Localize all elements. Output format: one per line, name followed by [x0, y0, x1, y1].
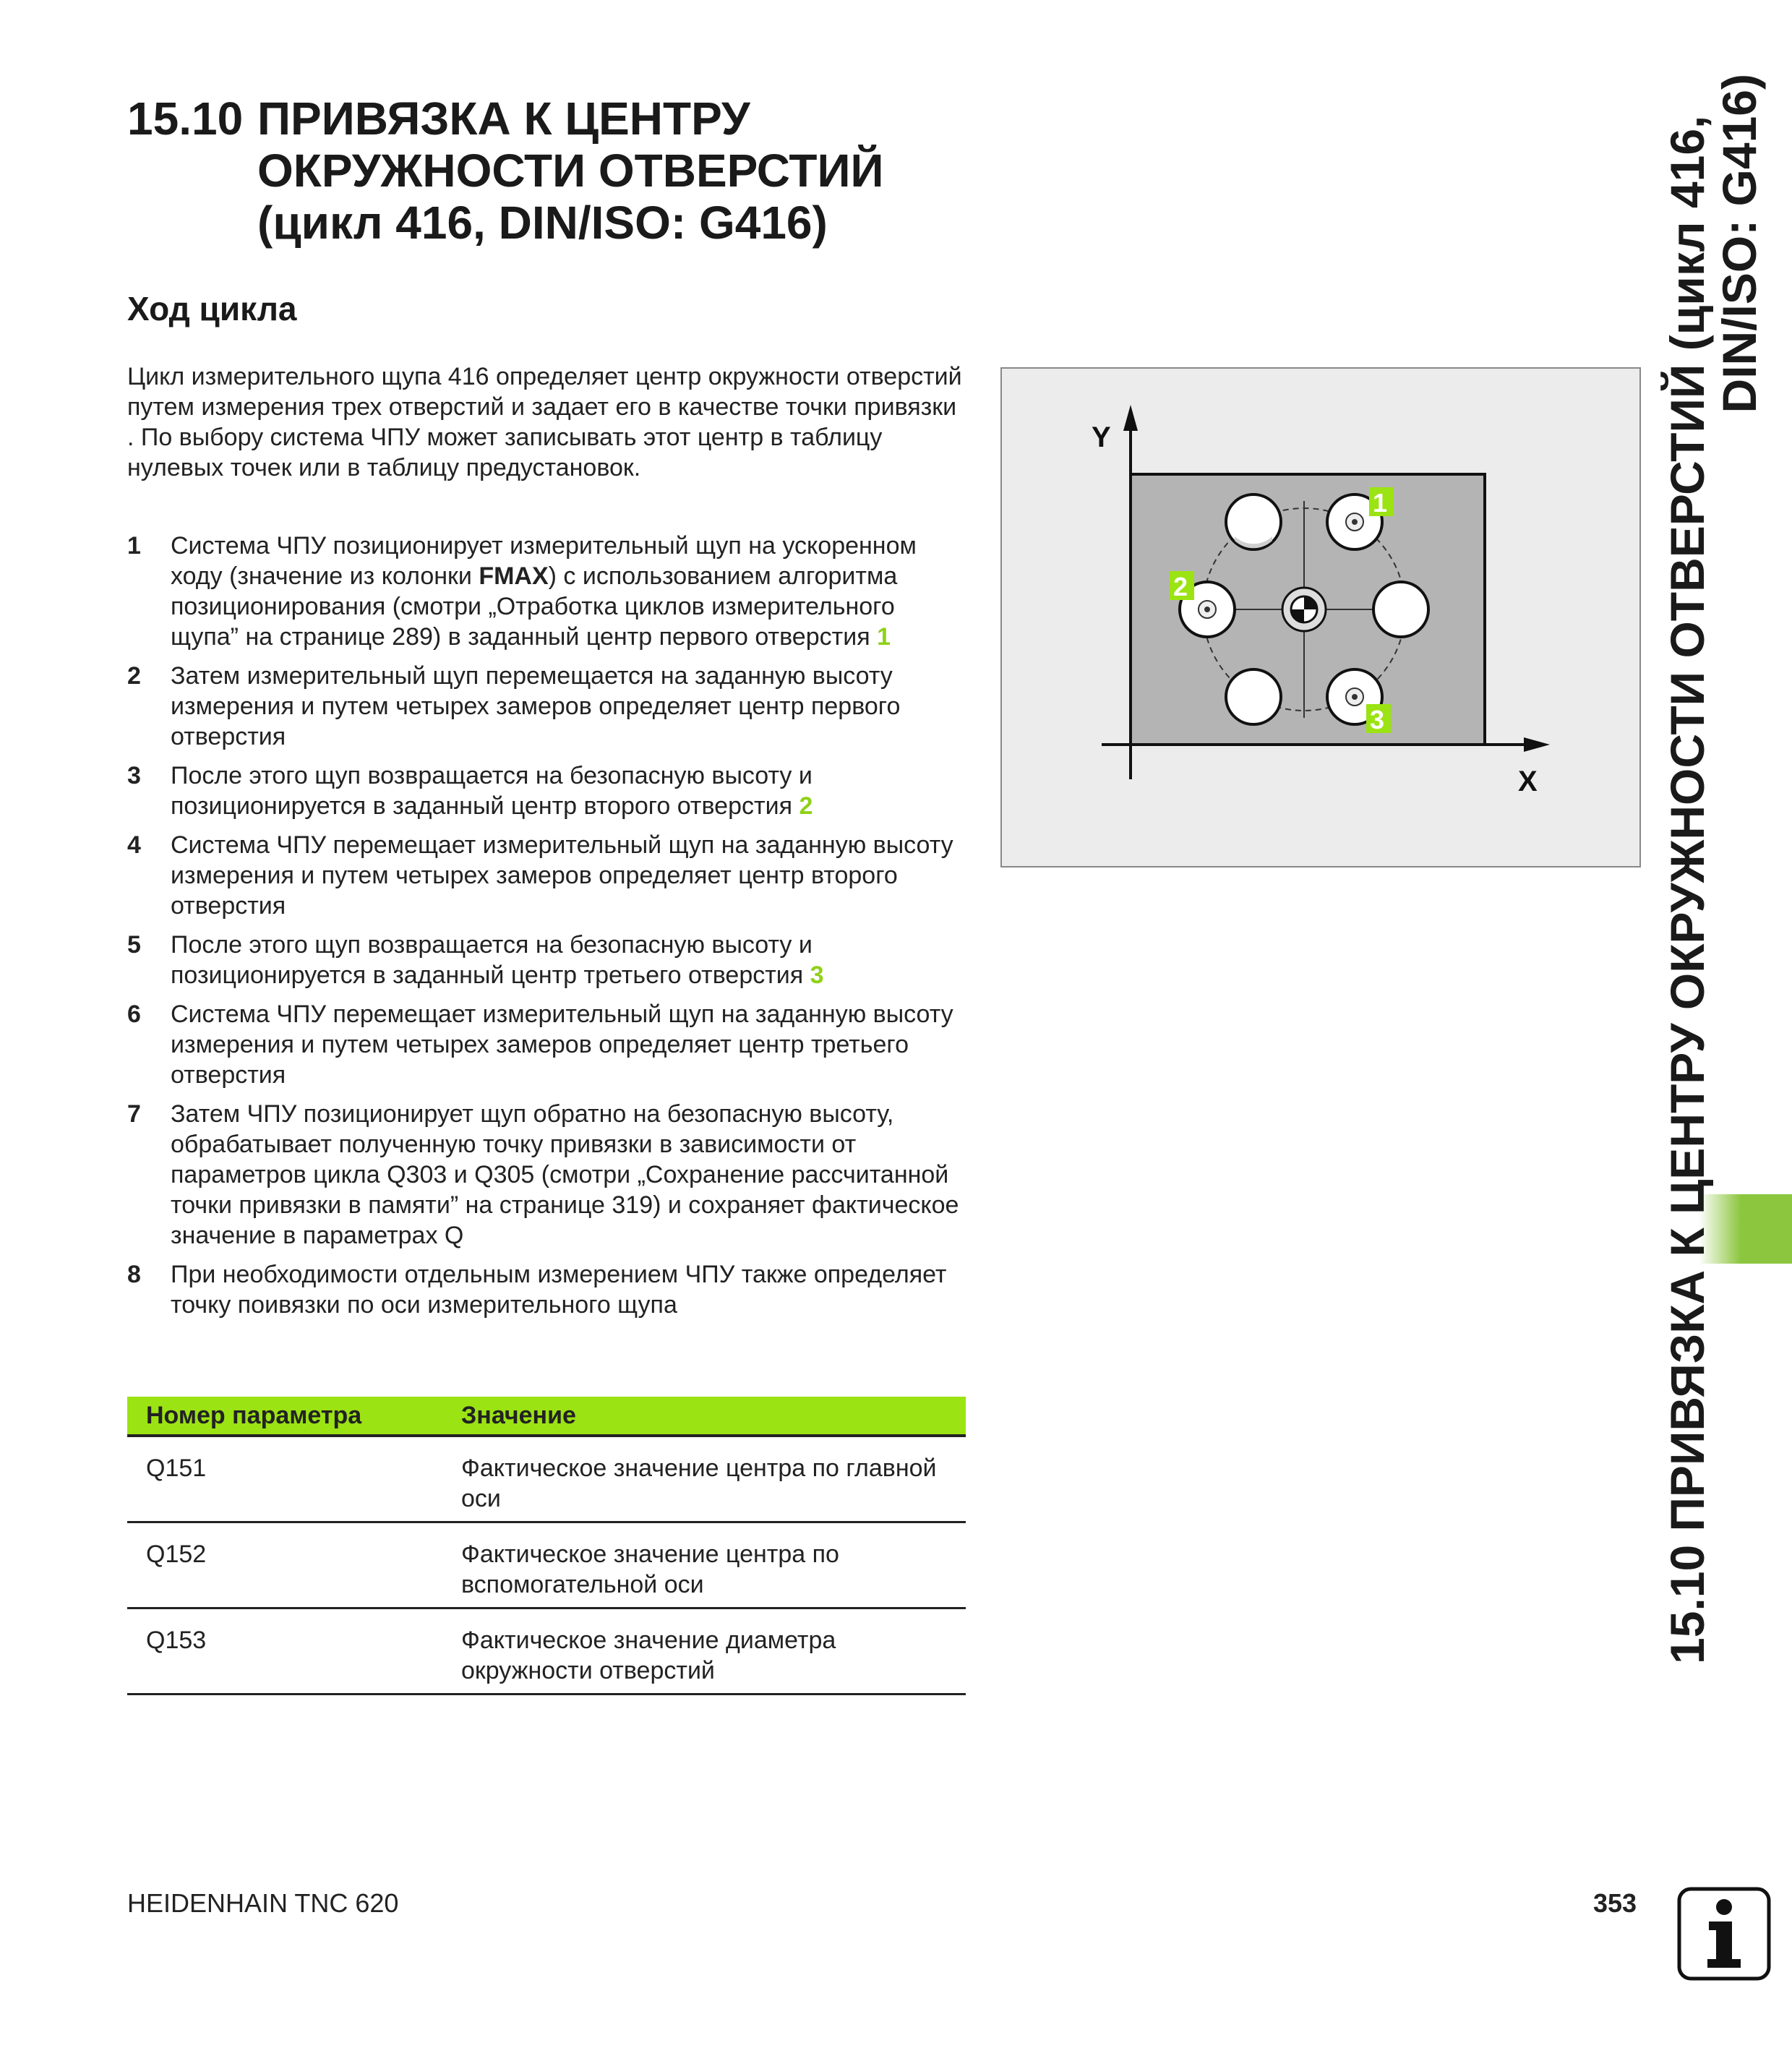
step-number: 8 — [127, 1261, 141, 1288]
intro-paragraph: Цикл измерительного щупа 416 определяет центр окружности отверстий путем измерения трех отверстий и задает его в качестве точки привязки . По выбору система ЧПУ может записывать этот центр в таблицу нулевых точек или в таблицу предустановок. — [127, 363, 962, 481]
param-id: Q151 — [146, 1454, 207, 1482]
step-item — [127, 830, 966, 921]
hole-label-1 — [1369, 487, 1394, 518]
step-text: Затем ЧПУ позиционирует щуп обратно на безопасную высоту, обрабатывает полученную точку привязки в зависимости от параметров цикла Q303 и Q305 (смотри „Сохранение рассчитанной точки привязки в памяти” на странице 319) и сохраняет фактическое значение в параметрах Q — [171, 1100, 959, 1249]
param-desc: Фактическое значение центра по главной оси — [461, 1454, 937, 1512]
step-number: 6 — [127, 1001, 141, 1028]
title-line-1: ПРИВЯЗКА К ЦЕНТРУ — [257, 93, 750, 145]
param-id: Q152 — [146, 1541, 207, 1568]
svg-text:3: 3 — [1370, 705, 1385, 734]
step-text: После этого щуп возвращается на безопасную высоту и позиционируется в заданный центр третьего отверстия — [171, 931, 813, 989]
hole-bottom-left — [1226, 669, 1281, 724]
step-item — [127, 1099, 966, 1251]
footer-product: HEIDENHAIN TNC 620 — [127, 1888, 399, 1918]
section-number: 15.10 — [127, 93, 244, 145]
figure-ref: 3 — [810, 961, 824, 989]
bolt-circle-figure — [1000, 367, 1641, 867]
title-line-3: (цикл 416, DIN/ISO: G416) — [257, 197, 828, 249]
sidebar-section-title — [1661, 74, 1770, 1664]
step-item — [127, 760, 966, 821]
table-header — [127, 1397, 966, 1437]
param-desc: Фактическое значение диаметра окружности отверстий — [461, 1627, 836, 1684]
subsection-title: Ход цикла — [127, 290, 297, 327]
step-text: После этого щуп возвращается на безопасную высоту и позиционируется в заданный центр второго отверстия — [171, 762, 813, 820]
step-text: Система ЧПУ перемещает измерительный щуп на заданную высоту измерения и путем четырех замеров определяет центр второго отверстия — [171, 831, 953, 920]
step-item — [127, 999, 966, 1090]
hole-right — [1373, 582, 1428, 637]
page-number: 353 — [1593, 1888, 1637, 1918]
sidebar-title-line-1: 15.10 ПРИВЯЗКА К ЦЕНТРУ ОКРУЖНОСТИ ОТВЕРСТИЙ (цикл 416, — [1660, 115, 1714, 1664]
y-axis-label: Y — [1092, 421, 1111, 453]
hole-top-left — [1226, 494, 1281, 549]
param-id: Q153 — [146, 1627, 207, 1654]
table-row — [127, 1523, 966, 1609]
step-number: 1 — [127, 532, 141, 560]
sidebar-title-line-2: DIN/ISO: G416) — [1712, 74, 1766, 414]
fmax-keyword: FMAX — [479, 562, 549, 590]
hole-label-3 — [1366, 704, 1391, 734]
section-title-lines — [257, 93, 883, 249]
step-item — [127, 1259, 966, 1320]
hole-label-2 — [1170, 571, 1194, 601]
info-icon — [1677, 1887, 1771, 1981]
step-number: 5 — [127, 931, 141, 959]
step-number: 2 — [127, 662, 141, 690]
step-item — [127, 531, 966, 652]
param-desc: Фактическое значение центра по вспомогательной оси — [461, 1541, 839, 1598]
svg-text:2: 2 — [1173, 572, 1188, 601]
step-text: Система ЧПУ перемещает измерительный щуп на заданную высоту измерения и путем четырех замеров определяет центр третьего отверстия — [171, 1001, 953, 1089]
step-text: Затем измерительный щуп перемещается на заданную высоту измерения и путем четырех замеров определяет центр первого отверстия — [171, 662, 901, 750]
figure-ref: 2 — [799, 792, 813, 820]
figure-ref: 1 — [877, 623, 891, 651]
parameter-table — [127, 1397, 966, 1695]
step-number: 7 — [127, 1100, 141, 1128]
step-item — [127, 930, 966, 990]
step-number: 3 — [127, 762, 141, 789]
step-item — [127, 661, 966, 752]
header-param: Номер параметра — [146, 1402, 362, 1429]
step-number: 4 — [127, 831, 141, 859]
step-text: При необходимости отдельным измерением ЧПУ также определяет точку поивязки по оси измерительного щупа — [171, 1261, 947, 1319]
title-line-2: ОКРУЖНОСТИ ОТВЕРСТИЙ — [257, 145, 884, 197]
svg-text:1: 1 — [1373, 488, 1388, 518]
table-row — [127, 1609, 966, 1695]
header-value: Значение — [461, 1402, 576, 1429]
step-list — [127, 531, 966, 1329]
table-row — [127, 1437, 966, 1523]
datum-center-symbol — [1282, 588, 1326, 631]
step-text: Система ЧПУ позиционирует измерительный щуп на ускоренном ходу (значение из колонки — [171, 532, 917, 590]
x-axis-label: X — [1518, 766, 1538, 797]
step-text-cont: ) с использованием алгоритма позиционирования (смотри „Отработка циклов измерительного щупа” на странице 289) в заданный центр первого отверстия — [171, 562, 898, 651]
